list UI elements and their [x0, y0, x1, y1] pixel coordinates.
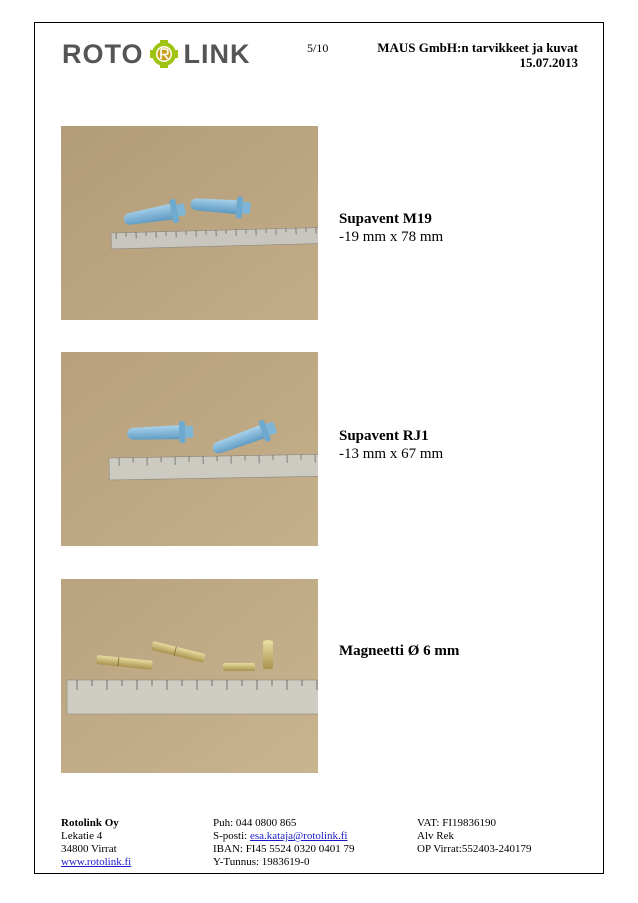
email-label: S-posti:	[213, 830, 250, 842]
product-name: Supavent RJ1	[339, 428, 429, 444]
company-name: Rotolink Oy	[61, 817, 119, 829]
logo-emblem-icon	[150, 40, 178, 68]
caption-magneetti	[339, 642, 459, 660]
website-link[interactable]: www.rotolink.fi	[61, 856, 132, 868]
product-photo-supavent-m19	[61, 126, 318, 320]
page-number: 5/10	[307, 41, 329, 55]
product-photo-supavent-rj1	[61, 352, 318, 546]
vat-note: Alv Rek	[417, 830, 454, 842]
caption-supavent-rj1	[339, 427, 443, 463]
footer-contact-block	[213, 817, 354, 869]
product-photo-magneetti	[61, 579, 318, 773]
document-date: 15.07.2013	[519, 55, 578, 70]
bank-account: OP Virrat:552403-240179	[417, 843, 532, 855]
product-name: Supavent M19	[339, 211, 432, 227]
business-id: Y-Tunnus: 1983619-0	[213, 856, 310, 868]
caption-supavent-m19	[339, 210, 443, 246]
iban: IBAN: FI45 5524 0320 0401 79	[213, 843, 355, 855]
logo-text-link: LINK	[183, 39, 251, 69]
phone-number: Puh: 044 0800 865	[213, 817, 297, 829]
email-link[interactable]: esa.kataja@rotolink.fi	[249, 830, 348, 842]
rotolink-logo	[62, 40, 251, 68]
street-address: Lekatie 4	[61, 830, 103, 842]
document-title: MAUS GmbH:n tarvikkeet ja kuvat	[377, 40, 578, 55]
footer-tax-block	[417, 817, 532, 856]
city-address: 34800 Virrat	[61, 843, 117, 855]
logo-text-roto: ROTO	[62, 39, 144, 69]
footer-company-block	[61, 817, 131, 869]
product-size: -19 mm x 78 mm	[339, 229, 444, 245]
vat-number: VAT: FI19836190	[417, 817, 497, 829]
product-size: -13 mm x 67 mm	[339, 446, 444, 462]
product-name: Magneetti Ø 6 mm	[339, 643, 460, 659]
